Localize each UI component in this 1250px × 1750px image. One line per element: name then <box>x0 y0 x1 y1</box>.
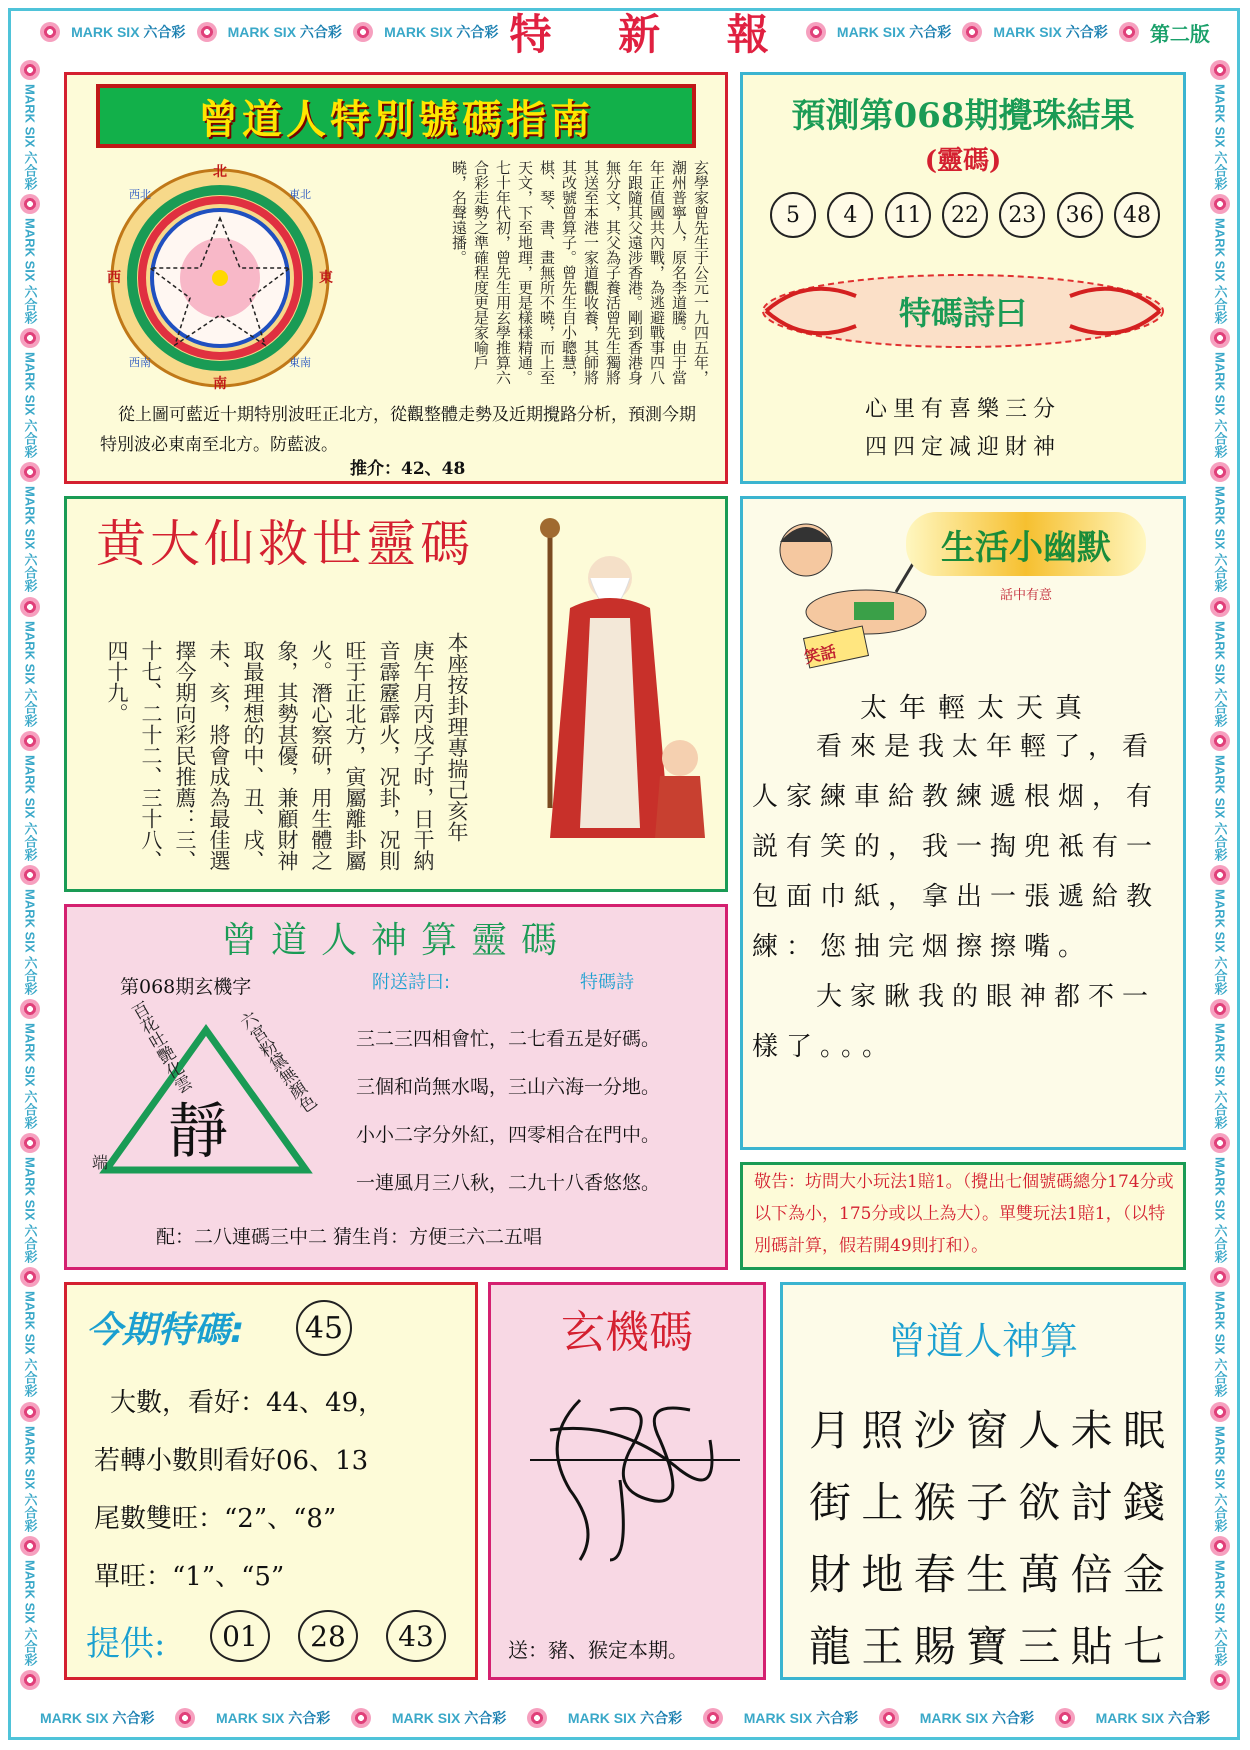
page-title: 特 新 報 <box>509 10 795 54</box>
band-logo: MARK SIX 六合彩 <box>993 24 1108 40</box>
zengdao-char: 窗 <box>965 1406 1008 1455</box>
compass-diagram <box>100 160 340 390</box>
flower-icon <box>703 1708 723 1728</box>
center-character: 靜 <box>168 1097 228 1167</box>
band-logo: MARK SIX 六合彩 <box>22 754 38 861</box>
band-logo: MARK SIX 六合彩 <box>1212 486 1228 593</box>
flower-icon <box>20 1670 40 1690</box>
wong-text: 庚午月丙戌子时，日干納音霹靂霹火，况卦，况則旺于正北方，寅屬離卦屬火。潛心察研，用生體之象，其勢甚優，兼顧財神取最理想的中、丑、戌、未、亥，將會成為最佳選擇今期向彩民推薦：三、十七、二十二、三十八、四十九。 <box>105 640 435 871</box>
flower-icon <box>20 1402 40 1422</box>
flower-icon <box>351 1708 371 1728</box>
prediction-subtitle: (靈碼) <box>924 146 1002 176</box>
band-logo: MARK SIX 六合彩 <box>22 352 38 459</box>
guide-title-banner <box>96 84 696 148</box>
right-band <box>1200 60 1240 1690</box>
shensuan-footer: 配：二八連碼三中二 猜生肖：方便三六二五唱 <box>156 1226 543 1248</box>
number-ball: 48 <box>1114 192 1160 238</box>
zengdao-char: 討 <box>1070 1478 1113 1527</box>
special-poem-label: 特碼詩 <box>580 972 634 993</box>
edition-label: 第二版 <box>1149 21 1210 46</box>
flower-icon <box>1210 865 1230 885</box>
band-logo: MARK SIX 六合彩 <box>71 24 186 40</box>
zengdao-char: 街 <box>808 1478 851 1527</box>
band-logo: MARK SIX 六合彩 <box>22 83 38 191</box>
zengdao-char: 七 <box>1122 1622 1165 1671</box>
compass-southeast: 東南 <box>289 356 311 369</box>
flower-icon <box>527 1708 547 1728</box>
zengdao-char: 倍 <box>1070 1550 1113 1599</box>
band-logo: MARK SIX 六合彩 <box>22 1157 38 1264</box>
joke-title: 太年輕太天真 <box>860 693 1094 724</box>
zengdao-char: 錢 <box>1122 1478 1165 1527</box>
triangle-bottom-text: 端 <box>92 1153 109 1172</box>
flower-icon <box>1210 60 1230 80</box>
flower-icon <box>1210 328 1230 348</box>
zengdao-char: 欲 <box>1018 1478 1061 1527</box>
zengdao-char: 上 <box>861 1478 904 1527</box>
compass-north: 北 <box>213 164 227 180</box>
zengdao-char: 賜 <box>913 1622 956 1671</box>
band-logo: MARK SIX 六合彩 <box>22 620 38 727</box>
number-ball: 23 <box>999 192 1045 238</box>
flower-icon <box>20 60 40 80</box>
header-band <box>40 10 1210 54</box>
flower-icon <box>1210 597 1230 617</box>
flower-icon <box>20 865 40 885</box>
flower-icon <box>197 22 217 42</box>
flower-icon <box>1210 731 1230 751</box>
band-logo: MARK SIX 六合彩 <box>1212 1157 1228 1264</box>
zengdao-char: 未 <box>1070 1406 1113 1455</box>
number-ball: 5 <box>770 192 816 238</box>
humor-title-banner <box>906 512 1146 576</box>
joke-body <box>752 722 1176 1072</box>
zengdao-char: 月 <box>808 1406 851 1455</box>
poem-line: 四四定减迎財神 <box>864 435 1061 460</box>
band-logo: MARK SIX 六合彩 <box>567 1710 683 1726</box>
flower-icon <box>20 999 40 1019</box>
flower-icon <box>20 1536 40 1556</box>
band-logo: MARK SIX 六合彩 <box>384 24 499 40</box>
poem-line: 三個和尚無水喝，三山六海一分地。 <box>356 1076 661 1098</box>
flower-icon <box>1055 1708 1075 1728</box>
humor-title: 生活小幽默 <box>941 527 1111 568</box>
provide-number-ball: 43 <box>386 1610 446 1662</box>
flower-icon <box>1210 1536 1230 1556</box>
guide-analysis: 從上圖可藍近十期特別波旺正北方，從觀整體走勢及近期攪路分析，預測今期特別波必東南至北方。防藍波。 <box>100 405 696 455</box>
compass-southwest: 西南 <box>129 356 151 369</box>
band-logo: MARK SIX 六合彩 <box>1095 1710 1210 1726</box>
band-logo: MARK SIX 六合彩 <box>1212 218 1228 325</box>
poem-label: 附送詩曰: <box>372 972 451 993</box>
band-logo: MARK SIX 六合彩 <box>919 1710 1035 1726</box>
provide-number-ball: 01 <box>210 1610 270 1662</box>
compass-south: 南 <box>213 376 227 390</box>
guide-intro: 玄學家曾先生于公元一九四五年，潮州普寧人，原名李道騰。由于當年正值國共內戰，為逃避戰事四八年跟隨其父遠涉香港。剛到香港身無分文，其父為子養活曾先生獨將其送至本港一家道觀收養，其師將其改號曾算子。曾先生自小聰慧，棋、琴、書、畫無所不曉，而上至天文，下至地理，更是樣樣精通。七十年代初，曾先生用玄學推算六合彩走勢之準確程度更是家喻戶曉，名聲遠播。 <box>450 160 710 385</box>
special-line: 大數，看好：44、49， <box>110 1388 385 1418</box>
compass-northwest: 西北 <box>129 188 151 201</box>
band-logo: MARK SIX 六合彩 <box>22 1023 38 1130</box>
guide-recommend: 推介：42、48 <box>350 459 466 479</box>
special-number-ball: 45 <box>296 1300 352 1356</box>
band-logo: MARK SIX 六合彩 <box>743 1710 859 1726</box>
poem-line: 心里有喜樂三分 <box>864 397 1061 422</box>
flower-icon <box>353 22 373 42</box>
band-logo: MARK SIX 六合彩 <box>1212 1023 1228 1130</box>
flower-icon <box>20 328 40 348</box>
zengdao-char: 地 <box>861 1550 904 1599</box>
zengdao-char: 貼 <box>1070 1622 1113 1671</box>
flower-icon <box>20 731 40 751</box>
zengdao-char: 寶 <box>965 1622 1008 1671</box>
joke-paragraph: 看來是我太年輕了，看人家練車給教練遞根烟，有説有笑的，我一掏兜袛有一包面巾紙，拿出一張遞給教練：您抽完烟擦擦嘴。 <box>752 732 1161 962</box>
flower-icon <box>1210 999 1230 1019</box>
flower-icon <box>879 1708 899 1728</box>
provide-label: 提供: <box>86 1624 166 1664</box>
notice-text: 敬告：坊問大小玩法1賠1。（攪出七個號碼總分174分或以下為小，175分或以上為大）。單雙玩法1賠1，（以特別碼計算，假若開49則打和）。 <box>754 1172 1174 1256</box>
xuanji-scribble <box>520 1380 750 1570</box>
special-line: 若轉小數則看好06、13 <box>94 1446 369 1476</box>
poem-line: 小小二字分外紅，四零相合在門中。 <box>356 1124 661 1146</box>
shensuan-issue: 第068期玄機字 <box>120 976 252 998</box>
zengdao-char: 春 <box>913 1550 956 1599</box>
special-line: 尾數雙旺：“2”、“8” <box>94 1504 337 1534</box>
zengdao-char: 龍 <box>808 1622 851 1671</box>
zengdao-char: 三 <box>1018 1622 1061 1671</box>
zengdao-char: 萬 <box>1018 1550 1061 1599</box>
flower-icon <box>40 22 60 42</box>
zengdao-row <box>806 1536 1168 1608</box>
flower-icon <box>1210 1670 1230 1690</box>
zengdao-char: 王 <box>861 1622 904 1671</box>
triangle-left-text: 百花吐艷化雲 <box>125 999 195 1098</box>
band-logo: MARK SIX 六合彩 <box>836 24 952 40</box>
zengdao-title: 曾道人神算 <box>887 1319 1078 1363</box>
band-logo: MARK SIX 六合彩 <box>22 486 38 593</box>
number-ball: 11 <box>885 192 931 238</box>
band-logo: MARK SIX 六合彩 <box>22 1559 38 1666</box>
zengdao-char: 猴 <box>913 1478 956 1527</box>
zengdao-char: 生 <box>965 1550 1008 1599</box>
number-ball: 22 <box>942 192 988 238</box>
zengdao-char: 眠 <box>1122 1406 1165 1455</box>
poem-line: 三二三四相會忙，二七看五是好碼。 <box>356 1028 661 1050</box>
footer-band <box>40 1696 1210 1740</box>
flower-icon <box>1210 1133 1230 1153</box>
band-logo: MARK SIX 六合彩 <box>391 1710 507 1726</box>
compass-northeast: 東北 <box>289 188 311 201</box>
wong-title: 黄大仙救世靈碼 <box>96 515 474 573</box>
band-logo: MARK SIX 六合彩 <box>1212 1291 1228 1398</box>
provide-number-ball: 28 <box>298 1610 358 1662</box>
special-line: 單旺：“1”、“5” <box>94 1562 285 1592</box>
joke-paragraph: 大家瞅我的眼神都不一樣了。。。 <box>752 982 1157 1062</box>
guide-title: 曾道人特別號碼指南 <box>198 96 594 143</box>
cartoon-tag: 笑話 <box>802 641 838 668</box>
band-logo: MARK SIX 六合彩 <box>1212 754 1228 861</box>
compass-west: 西 <box>107 270 121 286</box>
flower-icon <box>806 22 826 42</box>
band-logo: MARK SIX 六合彩 <box>22 1291 38 1398</box>
left-band <box>10 60 50 1690</box>
zengdao-char: 人 <box>1018 1406 1061 1455</box>
xuanji-footer: 送：豬、猴定本期。 <box>508 1638 688 1662</box>
band-logo: MARK SIX 六合彩 <box>22 1425 38 1532</box>
shensuan-title: 曾道人神算靈碼 <box>220 920 571 961</box>
humor-subtitle: 話中有意 <box>1000 588 1053 603</box>
compass-east: 東 <box>319 270 333 286</box>
zengdao-char: 子 <box>965 1478 1008 1527</box>
band-logo: MARK SIX 六合彩 <box>1212 352 1228 459</box>
zengdao-char: 沙 <box>913 1406 956 1455</box>
flower-icon <box>20 597 40 617</box>
flower-icon <box>20 1267 40 1287</box>
flower-icon <box>1210 1402 1230 1422</box>
flower-icon <box>20 1133 40 1153</box>
poem-line: 一連風月三八秋，二九十八香悠悠。 <box>356 1172 661 1194</box>
flower-icon <box>20 462 40 482</box>
poem-title: 特碼詩曰 <box>898 294 1027 332</box>
prediction-title: 預測第068期攪珠結果 <box>791 96 1135 136</box>
band-logo: MARK SIX 六合彩 <box>1212 83 1228 191</box>
xuanji-title: 玄機碼 <box>561 1307 693 1358</box>
zengdao-row <box>806 1608 1168 1680</box>
flower-icon <box>1119 22 1139 42</box>
flower-icon <box>1210 1267 1230 1287</box>
zengdao-grid <box>806 1392 1168 1680</box>
band-logo: MARK SIX 六合彩 <box>215 1710 331 1726</box>
zengdao-row <box>806 1464 1168 1536</box>
sage-illustration <box>510 508 720 884</box>
zengdao-char: 照 <box>861 1406 904 1455</box>
flower-icon <box>1210 194 1230 214</box>
zengdao-row <box>806 1392 1168 1464</box>
band-logo: MARK SIX 六合彩 <box>22 218 38 325</box>
band-logo: MARK SIX 六合彩 <box>40 1710 155 1726</box>
number-ball: 36 <box>1057 192 1103 238</box>
wong-intro: 本座按卦理專揣己亥年 <box>445 632 469 842</box>
triangle-right-text: 六宮粉黛無顏色 <box>233 1008 319 1118</box>
band-logo: MARK SIX 六合彩 <box>1212 1559 1228 1666</box>
band-logo: MARK SIX 六合彩 <box>1212 1425 1228 1532</box>
prediction-numbers <box>770 192 1160 238</box>
zengdao-char: 金 <box>1122 1550 1165 1599</box>
band-logo: MARK SIX 六合彩 <box>1212 620 1228 727</box>
band-logo: MARK SIX 六合彩 <box>227 24 342 40</box>
flower-icon <box>20 194 40 214</box>
flower-icon <box>962 22 982 42</box>
zengdao-char: 財 <box>808 1550 851 1599</box>
number-ball: 4 <box>827 192 873 238</box>
band-logo: MARK SIX 六合彩 <box>22 888 38 996</box>
band-logo: MARK SIX 六合彩 <box>1212 888 1228 996</box>
special-label: 今期特碼: <box>86 1310 245 1351</box>
flower-icon <box>1210 462 1230 482</box>
flower-icon <box>175 1708 195 1728</box>
